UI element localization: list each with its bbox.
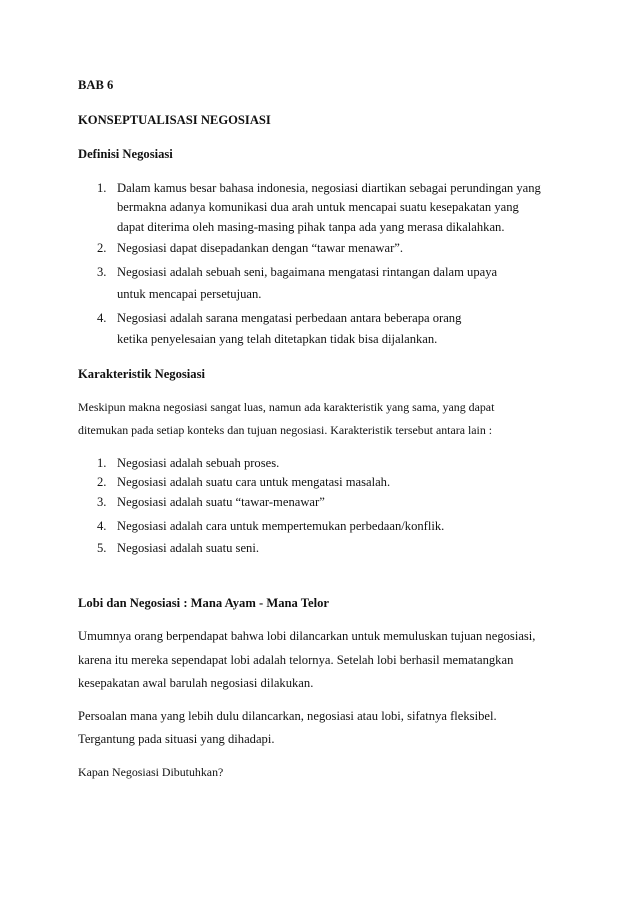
section-heading-karakteristik: Karakteristik Negosiasi xyxy=(78,367,205,381)
paragraph-line: Meskipun makna negosiasi sangat luas, namun ada karakteristik yang sama, yang dapat xyxy=(78,400,495,414)
chapter-label: BAB 6 xyxy=(78,78,114,92)
list-item-line: Negosiasi adalah suatu cara untuk mengatasi masalah. xyxy=(117,475,391,489)
list-item-line: Negosiasi adalah suatu “tawar-menawar” xyxy=(117,495,325,509)
list-item-line: bermakna adanya komunikasi dua arah untuk mencapai suatu kesepakatan yang xyxy=(117,200,519,214)
paragraph-line: karena itu mereka sependapat lobi adalah telornya. Setelah lobi berhasil mematangkan xyxy=(78,653,514,667)
list-number: 1. xyxy=(97,181,107,195)
list-item-line: Negosiasi dapat disepadankan dengan “tawar menawar”. xyxy=(117,241,404,255)
list-item-line: ketika penyelesaian yang telah ditetapkan tidak bisa dijalankan. xyxy=(117,332,438,346)
list-item-line: untuk mencapai persetujuan. xyxy=(117,287,262,301)
list-item-line: Negosiasi adalah cara untuk mempertemukan perbedaan/konflik. xyxy=(117,519,445,533)
list-item-line: dapat diterima oleh masing-masing pihak tanpa ada yang merasa dikalahkan. xyxy=(117,220,505,234)
paragraph-line: Persoalan mana yang lebih dulu dilancarkan, negosiasi atau lobi, sifatnya fleksibel. xyxy=(78,709,497,723)
list-number: 3. xyxy=(97,495,107,509)
paragraph-line: kesepakatan awal barulah negosiasi dilakukan. xyxy=(78,676,314,690)
list-number: 4. xyxy=(97,519,107,533)
list-number: 1. xyxy=(97,456,107,470)
list-number: 2. xyxy=(97,241,107,255)
list-number: 3. xyxy=(97,265,107,279)
list-item-line: Negosiasi adalah sebuah seni, bagaimana mengatasi rintangan dalam upaya xyxy=(117,265,498,279)
list-item-line: Negosiasi adalah suatu seni. xyxy=(117,541,259,555)
section-heading-definisi: Definisi Negosiasi xyxy=(78,147,173,161)
section-heading-lobi: Lobi dan Negosiasi : Mana Ayam - Mana Telor xyxy=(78,596,329,610)
paragraph-line: Umumnya orang berpendapat bahwa lobi dilancarkan untuk memuluskan tujuan negosiasi, xyxy=(78,629,536,643)
list-number: 5. xyxy=(97,541,107,555)
paragraph-line: Tergantung pada situasi yang dihadapi. xyxy=(78,732,275,746)
list-number: 2. xyxy=(97,475,107,489)
page-title: KONSEPTUALISASI NEGOSIASI xyxy=(78,113,271,127)
list-item-line: Negosiasi adalah sebuah proses. xyxy=(117,456,280,470)
paragraph-line: ditemukan pada setiap konteks dan tujuan negosiasi. Karakteristik tersebut antara lain : xyxy=(78,423,493,437)
list-item-line: Dalam kamus besar bahasa indonesia, negosiasi diartikan sebagai perundingan yang xyxy=(117,181,541,195)
list-number: 4. xyxy=(97,311,107,325)
list-item-line: Negosiasi adalah sarana mengatasi perbedaan antara beberapa orang xyxy=(117,311,462,325)
section-heading-kapan: Kapan Negosiasi Dibutuhkan? xyxy=(78,765,224,779)
